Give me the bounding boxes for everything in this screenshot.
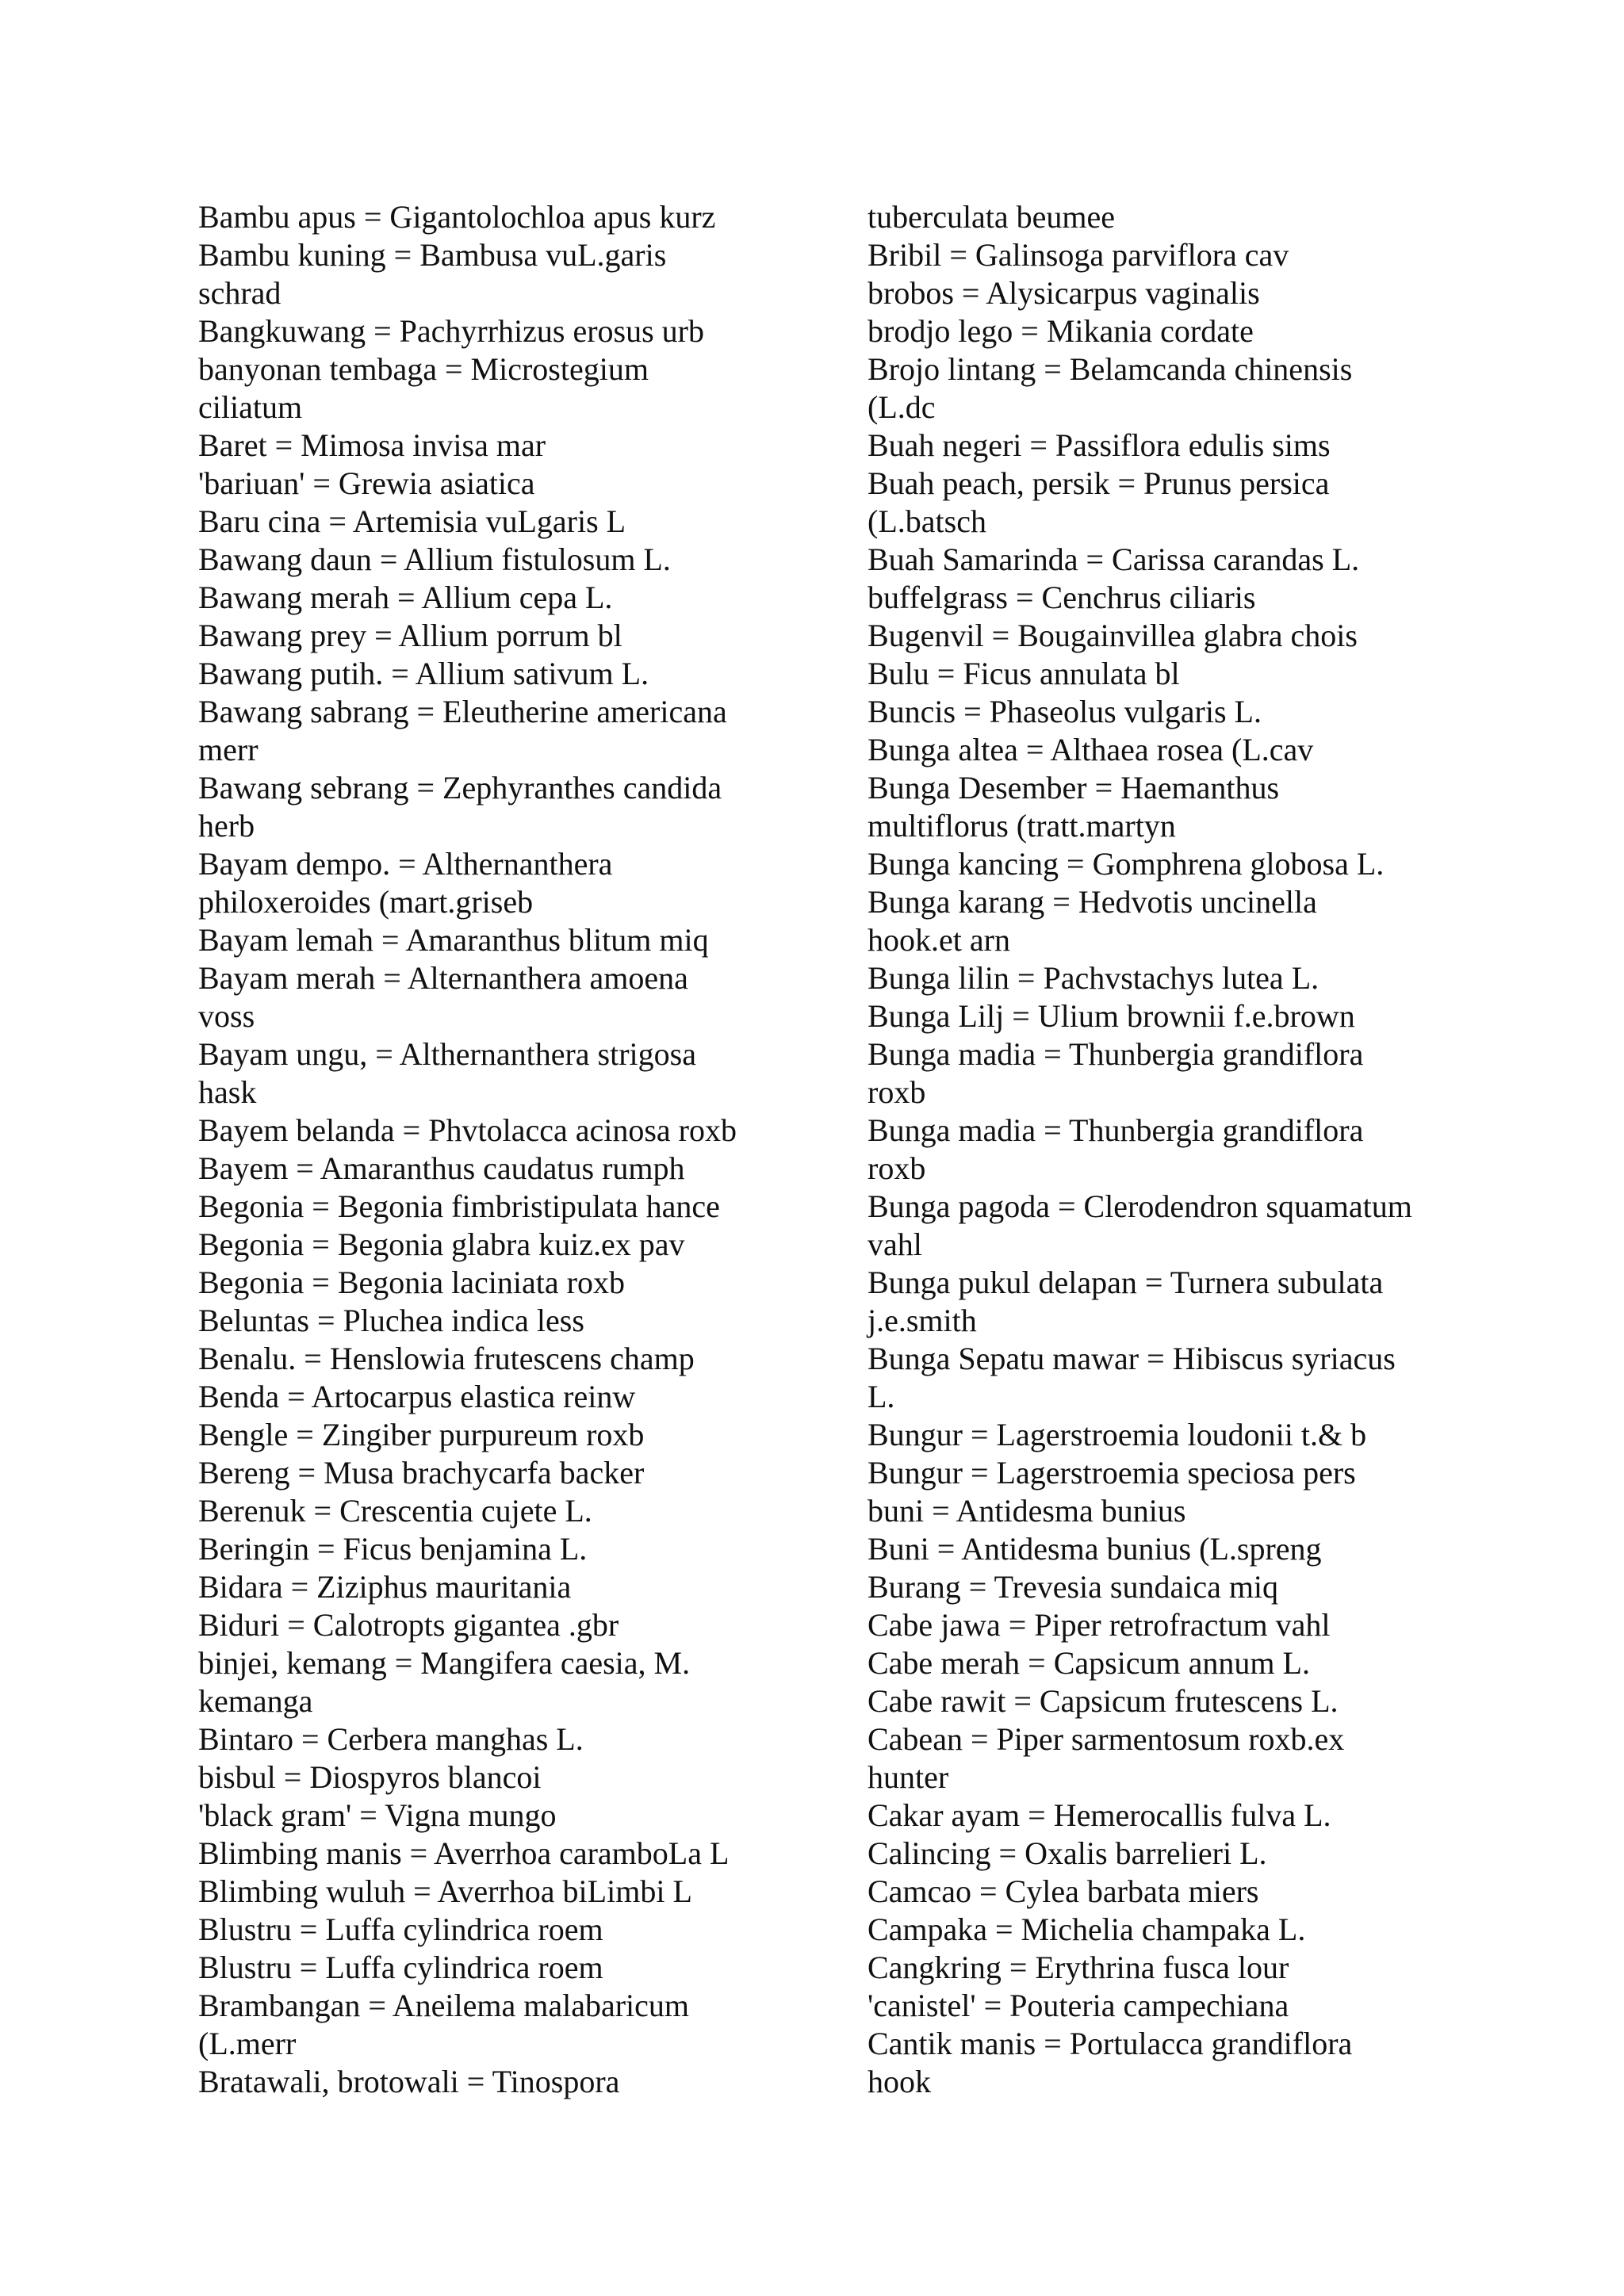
text-line: hook [868,2064,931,2099]
text-line: voss [198,998,255,1034]
text-line: herb [198,808,255,844]
text-line: Cantik manis = Portulacca grandiflora [868,2026,1353,2061]
text-line: banyonan tembaga = Microstegium [198,351,649,387]
text-line: Bawang sebrang = Zephyranthes candida [198,770,722,806]
text-line: j.e.smith [868,1303,977,1338]
text-line: Bangkuwang = Pachyrrhizus erosus urb [198,313,704,349]
text-line: Bereng = Musa brachycarfa backer [198,1455,645,1490]
text-line: Beringin = Ficus benjamina L. [198,1531,588,1567]
text-line: Bambu kuning = Bambusa vuL.garis [198,237,667,273]
text-line: Bulu = Ficus annulata bl [868,656,1180,691]
text-line: Bayam lemah = Amaranthus blitum miq [198,922,709,958]
text-line: buni = Antidesma bunius [868,1493,1186,1529]
text-line: Blimbing wuluh = Averrhoa biLimbi L [198,1873,692,1909]
text-line: ciliatum [198,389,303,425]
text-line: Bayam dempo. = Althernanthera [198,846,613,882]
text-line: Bayam ungu, = Althernanthera strigosa [198,1036,696,1072]
text-line: Blustru = Luffa cylindrica roem [198,1911,603,1947]
text-line: Bunga madia = Thunbergia grandiflora [868,1036,1364,1072]
text-line: Benalu. = Henslowia frutescens champ [198,1341,695,1376]
text-line: Bambu apus = Gigantolochloa apus kurz [198,199,716,235]
right-column [868,198,1534,2101]
text-line: Blustru = Luffa cylindrica roem [198,1950,603,1985]
text-line: buffelgrass = Cenchrus ciliaris [868,580,1256,615]
text-line: Baru cina = Artemisia vuLgaris L [198,503,626,539]
text-line: (L.merr [198,2026,297,2061]
text-line: Buni = Antidesma bunius (L.spreng [868,1531,1322,1567]
text-line: Begonia = Begonia laciniata roxb [198,1265,625,1300]
text-line: Bayem belanda = Phvtolacca acinosa roxb [198,1112,737,1148]
text-line: schrad [198,275,282,311]
text-line: Buah negeri = Passiflora edulis sims [868,427,1331,463]
text-line: Brambangan = Aneilema malabaricum [198,1988,690,2023]
text-line: Cabean = Piper sarmentosum roxb.ex [868,1721,1345,1757]
text-line: Cakar ayam = Hemerocallis fulva L. [868,1797,1331,1833]
text-line: Bengle = Zingiber purpureum roxb [198,1417,645,1452]
text-line: (L.dc [868,389,936,425]
text-line: Bunga altea = Althaea rosea (L.cav [868,732,1314,767]
text-line: Bunga Desember = Haemanthus [868,770,1280,806]
text-line: Baret = Mimosa invisa mar [198,427,546,463]
text-line: Begonia = Begonia fimbristipulata hance [198,1188,720,1224]
text-line: multiflorus (tratt.martyn [868,808,1176,844]
text-line: Buah Samarinda = Carissa carandas L. [868,541,1360,577]
text-line: philoxeroides (mart.griseb [198,884,534,920]
text-line: Cangkring = Erythrina fusca lour [868,1950,1289,1985]
text-line: Bunga madia = Thunbergia grandiflora [868,1112,1364,1148]
text-line: Bawang daun = Allium fistulosum L. [198,541,671,577]
text-line: Bintaro = Cerbera manghas L. [198,1721,584,1757]
text-line: Blimbing manis = Averrhoa caramboLa L [198,1835,730,1871]
text-line: Bawang sabrang = Eleutherine americana [198,694,727,729]
text-line: Calincing = Oxalis barrelieri L. [868,1835,1267,1871]
text-line: Benda = Artocarpus elastica reinw [198,1379,636,1414]
text-line: Cabe rawit = Capsicum frutescens L. [868,1683,1339,1719]
text-line: Bunga Lilj = Ulium brownii f.e.brown [868,998,1355,1034]
text-line: roxb [868,1074,926,1110]
text-line: Bawang merah = Allium cepa L. [198,580,613,615]
text-line: Bratawali, brotowali = Tinospora [198,2064,620,2099]
text-line: Bayam merah = Alternanthera amoena [198,960,688,996]
text-line: Bunga pagoda = Clerodendron squamatum [868,1188,1412,1224]
text-line: brobos = Alysicarpus vaginalis [868,275,1260,311]
text-line: Bungur = Lagerstroemia loudonii t.& b [868,1417,1367,1452]
text-line: Berenuk = Crescentia cujete L. [198,1493,592,1529]
text-line: Bayem = Amaranthus caudatus rumph [198,1150,685,1186]
text-line: Beluntas = Pluchea indica less [198,1303,584,1338]
text-line: Buah peach, persik = Prunus persica [868,465,1330,501]
left-column [198,198,864,2101]
text-line: Bunga karang = Hedvotis uncinella [868,884,1317,920]
text-line: Cabe jawa = Piper retrofractum vahl [868,1607,1331,1643]
text-line: Bugenvil = Bougainvillea glabra chois [868,618,1358,653]
text-line: tuberculata beumee [868,199,1116,235]
text-line: Biduri = Calotropts gigantea .gbr [198,1607,619,1643]
text-line: L. [868,1379,895,1414]
text-line: vahl [868,1226,922,1262]
text-line: Bawang putih. = Allium sativum L. [198,656,649,691]
text-line: hunter [868,1759,949,1795]
text-line: hook.et arn [868,922,1010,958]
text-line: hask [198,1074,257,1110]
text-line: merr [198,732,259,767]
text-line: Cabe merah = Capsicum annum L. [868,1645,1310,1681]
text-line: binjei, kemang = Mangifera caesia, M. [198,1645,691,1681]
text-line: (L.batsch [868,503,986,539]
text-line: Bidara = Ziziphus mauritania [198,1569,572,1605]
text-line: Bunga Sepatu mawar = Hibiscus syriacus [868,1341,1396,1376]
text-line: Bribil = Galinsoga parviflora cav [868,237,1289,273]
text-line: Begonia = Begonia glabra kuiz.ex pav [198,1226,685,1262]
text-line: Burang = Trevesia sundaica miq [868,1569,1279,1605]
text-line: roxb [868,1150,926,1186]
text-line: Bunga kancing = Gomphrena globosa L. [868,846,1385,882]
text-line: Bunga pukul delapan = Turnera subulata [868,1265,1384,1300]
text-line: 'black gram' = Vigna mungo [198,1797,557,1833]
text-line: 'canistel' = Pouteria campechiana [868,1988,1289,2023]
text-line: 'bariuan' = Grewia asiatica [198,465,535,501]
text-line: Campaka = Michelia champaka L. [868,1911,1306,1947]
text-line: bisbul = Diospyros blancoi [198,1759,542,1795]
text-line: Bungur = Lagerstroemia speciosa pers [868,1455,1356,1490]
text-line: Brojo lintang = Belamcanda chinensis [868,351,1353,387]
text-line: Bunga lilin = Pachvstachys lutea L. [868,960,1320,996]
text-line: Camcao = Cylea barbata miers [868,1873,1259,1909]
text-line: Bawang prey = Allium porrum bl [198,618,622,653]
text-line: kemanga [198,1683,313,1719]
text-line: Buncis = Phaseolus vulgaris L. [868,694,1262,729]
text-line: brodjo lego = Mikania cordate [868,313,1254,349]
